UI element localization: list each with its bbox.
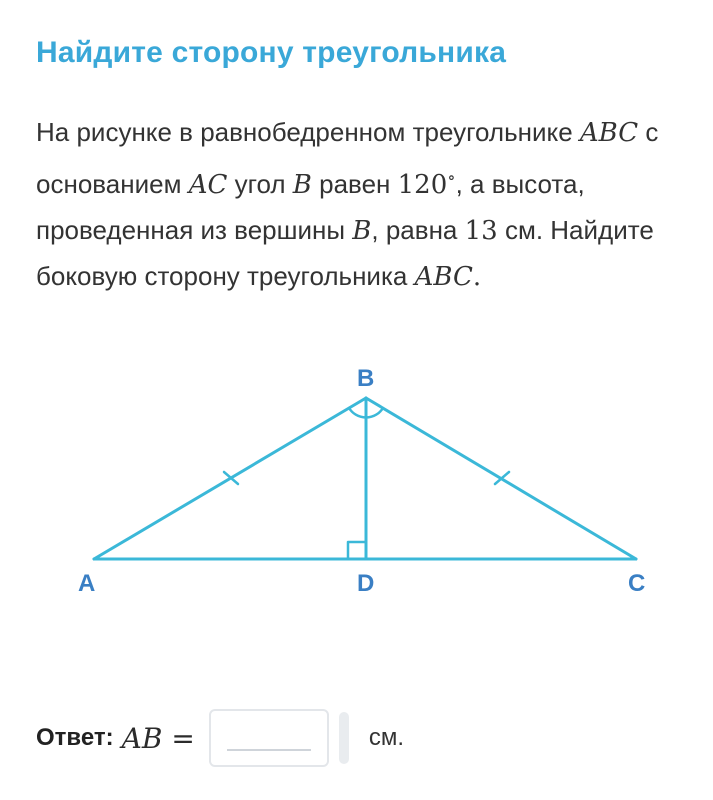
base-name: AC xyxy=(188,170,228,200)
problem-text-6: , равна xyxy=(371,215,465,245)
answer-expression: AB = xyxy=(121,721,195,755)
vertex-name-2: B xyxy=(352,216,372,246)
task-title: Найдите сторону треугольника xyxy=(36,36,507,69)
answer-label: Ответ: xyxy=(36,724,114,751)
label-a: A xyxy=(78,570,96,597)
problem-text-3: угол xyxy=(227,169,293,199)
height-value: 13 xyxy=(464,216,498,246)
triangle-figure xyxy=(0,350,713,610)
problem-text xyxy=(36,110,676,300)
label-d: D xyxy=(357,570,375,597)
label-b: B xyxy=(357,365,375,392)
angle-value: 120 xyxy=(397,170,448,200)
label-c: C xyxy=(628,570,646,597)
vertex-name: B xyxy=(292,170,312,200)
triangle-name-2: ABC xyxy=(414,262,473,292)
answer-unit: см. xyxy=(368,724,404,751)
problem-text-2: с основанием xyxy=(36,117,659,199)
problem-text-5: , а высота, проведенная из вершины xyxy=(36,169,585,245)
problem-text-4: равен xyxy=(311,169,398,199)
answer-row xyxy=(36,706,404,770)
problem-text-7: см. Найдите боковую сторону треугольника xyxy=(36,215,654,291)
answer-input[interactable] xyxy=(209,709,329,767)
degree-sign: ∘ xyxy=(447,168,456,188)
answer-underline xyxy=(227,749,311,751)
right-angle-mark xyxy=(348,542,366,559)
problem-text-1: На рисунке в равнобедренном треугольнике xyxy=(36,117,573,147)
problem-text-8: . xyxy=(472,262,482,292)
answer-separator xyxy=(339,712,349,764)
triangle-name: ABC xyxy=(579,118,639,148)
